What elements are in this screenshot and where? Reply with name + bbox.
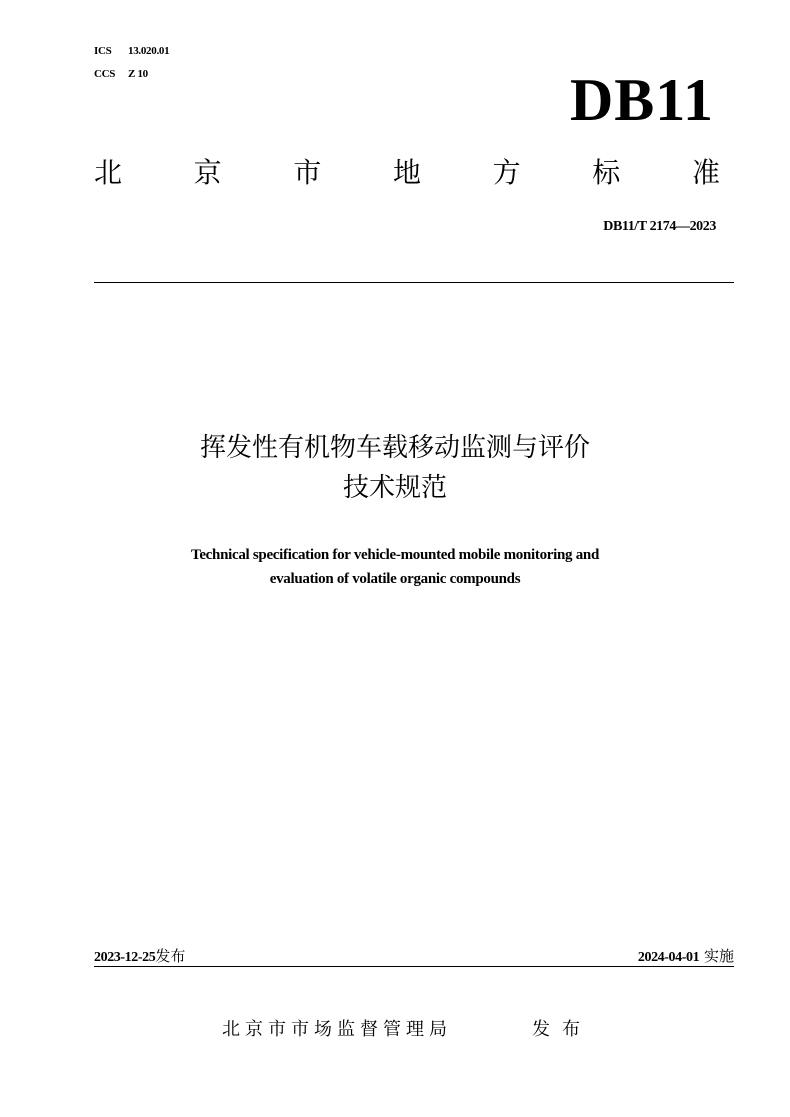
chinese-title-line-1: 挥发性有机物车载移动监测与评价 <box>199 433 590 463</box>
bottom-divider <box>94 966 734 967</box>
standard-type-char: 标 <box>592 156 621 189</box>
ccs-code <box>94 63 169 86</box>
ics-label: ICS <box>94 45 112 57</box>
implement-date: 2024-04-01 <box>637 950 700 965</box>
ccs-value: Z 10 <box>128 68 148 80</box>
english-title <box>60 543 730 591</box>
publish-date: 2023-12-25 <box>94 950 156 965</box>
chinese-title-line-2: 技术规范 <box>342 473 447 503</box>
standard-type-char: 市 <box>293 156 322 189</box>
standard-number: DB11/T 2174—2023 <box>603 219 716 234</box>
date-row <box>94 945 734 967</box>
db-code: DB11 <box>569 67 714 133</box>
standard-type-char: 北 <box>94 156 123 189</box>
standard-type-char: 地 <box>392 156 421 189</box>
standard-type-char: 准 <box>691 156 720 189</box>
implement-label: 实施 <box>703 947 734 965</box>
issuer-name: 北京市市场监督管理局 <box>222 1019 452 1040</box>
ccs-label: CCS <box>94 68 116 80</box>
ics-value: 13.020.01 <box>128 45 170 57</box>
publish-label: 发布 <box>155 947 186 965</box>
issuer-action: 发布 <box>532 1019 592 1040</box>
top-divider <box>94 282 734 283</box>
classification-codes <box>94 40 169 86</box>
english-title-line-2: evaluation of volatile organic compounds <box>269 571 521 587</box>
standard-type-char: 京 <box>193 156 222 189</box>
standard-type-title <box>94 153 720 193</box>
ics-code <box>94 40 169 63</box>
chinese-title <box>0 428 790 508</box>
standard-type-char: 方 <box>492 156 521 189</box>
english-title-line-1: Technical specification for vehicle-mounted mobile monitoring and <box>191 547 599 563</box>
